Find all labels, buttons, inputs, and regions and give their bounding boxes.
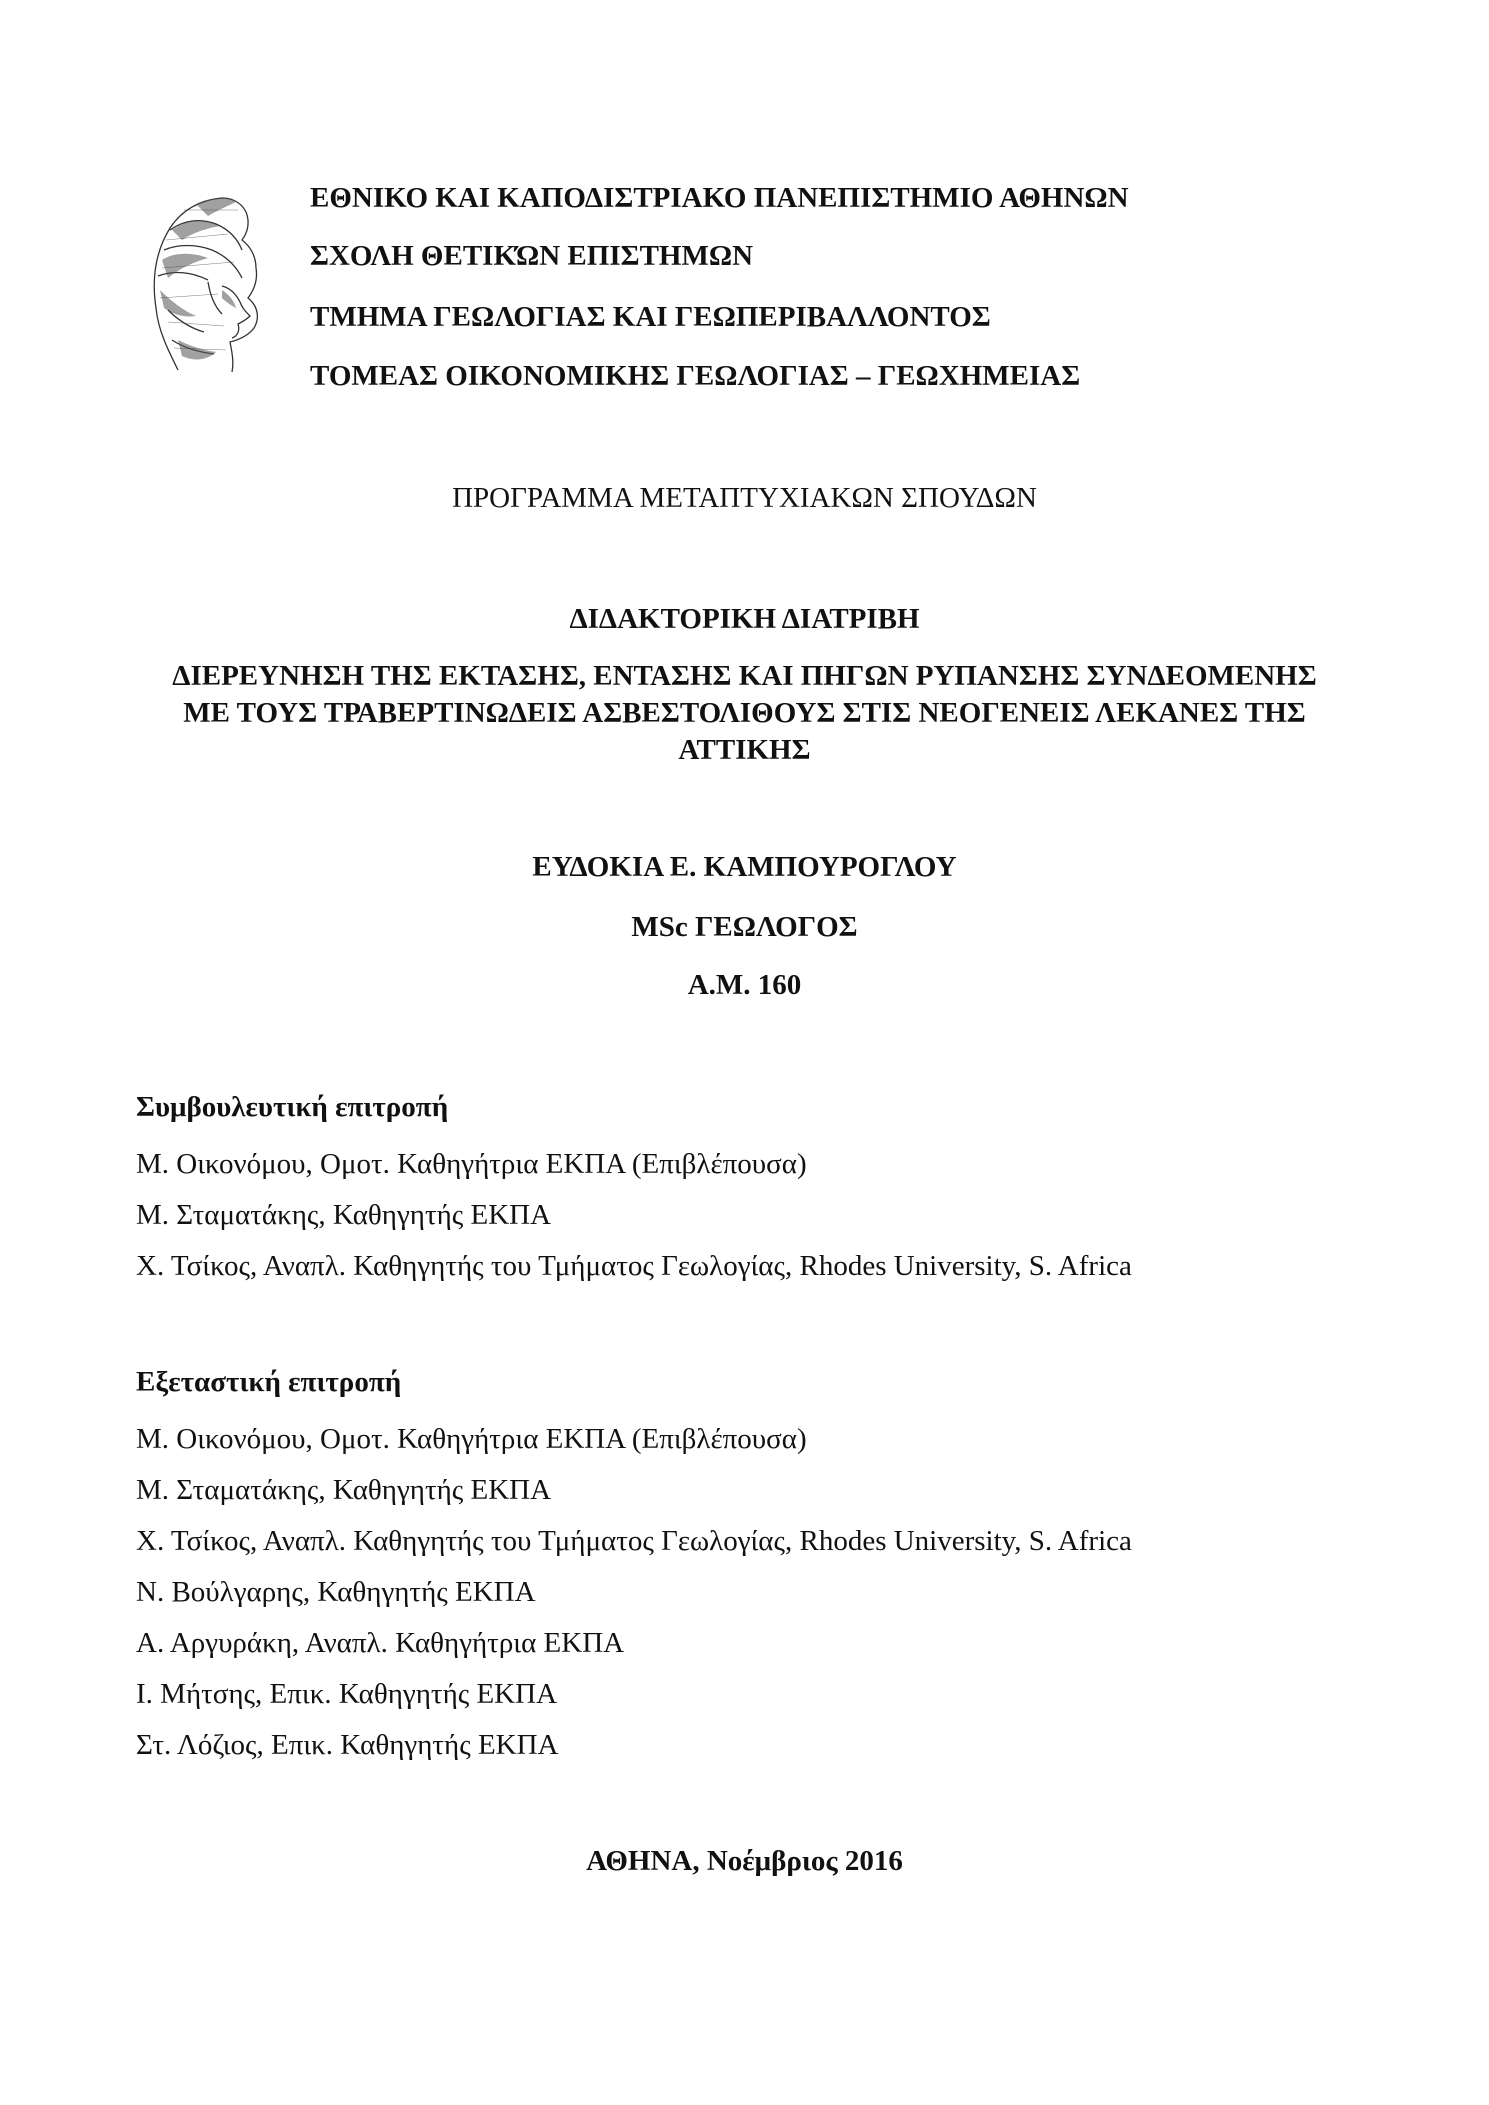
thesis-title-line: ΑΤΤΙΚΗΣ xyxy=(678,734,811,766)
examination-member: Ν. Βούλγαρης, Καθηγητής ΕΚΠΑ xyxy=(136,1576,536,1608)
advisory-committee-heading: Συμβουλευτική επιτροπή xyxy=(136,1091,449,1123)
thesis-title-line: ΔΙΕΡΕΥΝΗΣΗ ΤΗΣ ΕΚΤΑΣΗΣ, ΕΝΤΑΣΗΣ ΚΑΙ ΠΗΓΩΝ ΡΥΠΑΝΣΗΣ ΣΥΝΔΕΟΜΕΝΗΣ xyxy=(172,660,1317,692)
examination-member: Στ. Λόζιος, Επικ. Καθηγητής ΕΚΠΑ xyxy=(136,1729,559,1761)
examination-committee-heading: Εξεταστική επιτροπή xyxy=(136,1366,402,1398)
school-name: ΣΧΟΛΗ ΘΕΤΙΚΏΝ ΕΠΙΣΤΗΜΩΝ xyxy=(310,240,754,272)
examination-member: Μ. Οικονόμου, Ομοτ. Καθηγήτρια ΕΚΠΑ (Επιβλέπουσα) xyxy=(136,1423,807,1455)
department-name: ΤΜΗΜΑ ΓΕΩΛΟΓΙΑΣ ΚΑΙ ΓΕΩΠΕΡΙΒΑΛΛΟΝΤΟΣ xyxy=(310,301,991,333)
examination-member: Μ. Σταματάκης, Καθηγητής ΕΚΠΑ xyxy=(136,1474,552,1506)
advisory-member: Μ. Οικονόμου, Ομοτ. Καθηγήτρια ΕΚΠΑ (Επιβλέπουσα) xyxy=(136,1148,807,1180)
thesis-title-line: ΜΕ ΤΟΥΣ ΤΡΑΒΕΡΤΙΝΩΔΕΙΣ ΑΣΒΕΣΤΟΛΙΘΟΥΣ ΣΤΙΣ ΝΕΟΓΕΝΕΙΣ ΛΕΚΑΝΕΣ ΤΗΣ xyxy=(183,697,1306,729)
examination-member: Α. Αργυράκη, Αναπλ. Καθηγήτρια ΕΚΠΑ xyxy=(136,1627,625,1659)
sector-name: ΤΟΜΕΑΣ ΟΙΚΟΝΟΜΙΚΗΣ ΓΕΩΛΟΓΙΑΣ – ΓΕΩΧΗΜΕΙΑΣ xyxy=(310,360,1081,392)
examination-member: Χ. Τσίκος, Αναπλ. Καθηγητής του Τμήματος Γεωλογίας, Rhodes University, S. Africa xyxy=(136,1525,1132,1557)
thesis-type: ΔΙΔΑΚΤΟΡΙΚΗ ΔΙΑΤΡΙΒΗ xyxy=(569,603,920,635)
advisory-member: Χ. Τσίκος, Αναπλ. Καθηγητής του Τμήματος Γεωλογίας, Rhodes University, S. Africa xyxy=(136,1250,1132,1282)
author-name: ΕΥΔΟΚΙΑ Ε. ΚΑΜΠΟΥΡΟΓΛΟΥ xyxy=(532,851,957,883)
author-registration-number: Α.Μ. 160 xyxy=(687,969,802,1001)
author-degree: MSc ΓΕΩΛΟΓΟΣ xyxy=(631,911,858,943)
university-name: ΕΘΝΙΚΟ ΚΑΙ ΚΑΠΟΔΙΣΤΡΙΑΚΟ ΠΑΝΕΠΙΣΤΗΜΙΟ ΑΘΗΝΩΝ xyxy=(310,182,1129,214)
athena-logo-icon xyxy=(138,190,270,380)
place-and-date: ΑΘΗΝΑ, Νοέμβριος 2016 xyxy=(586,1845,903,1877)
program-name: ΠΡΟΓΡΑΜΜΑ ΜΕΤΑΠΤΥΧΙΑΚΩΝ ΣΠΟΥΔΩΝ xyxy=(452,482,1037,514)
examination-member: Ι. Μήτσης, Επικ. Καθηγητής ΕΚΠΑ xyxy=(136,1678,558,1710)
advisory-member: Μ. Σταματάκης, Καθηγητής ΕΚΠΑ xyxy=(136,1199,552,1231)
